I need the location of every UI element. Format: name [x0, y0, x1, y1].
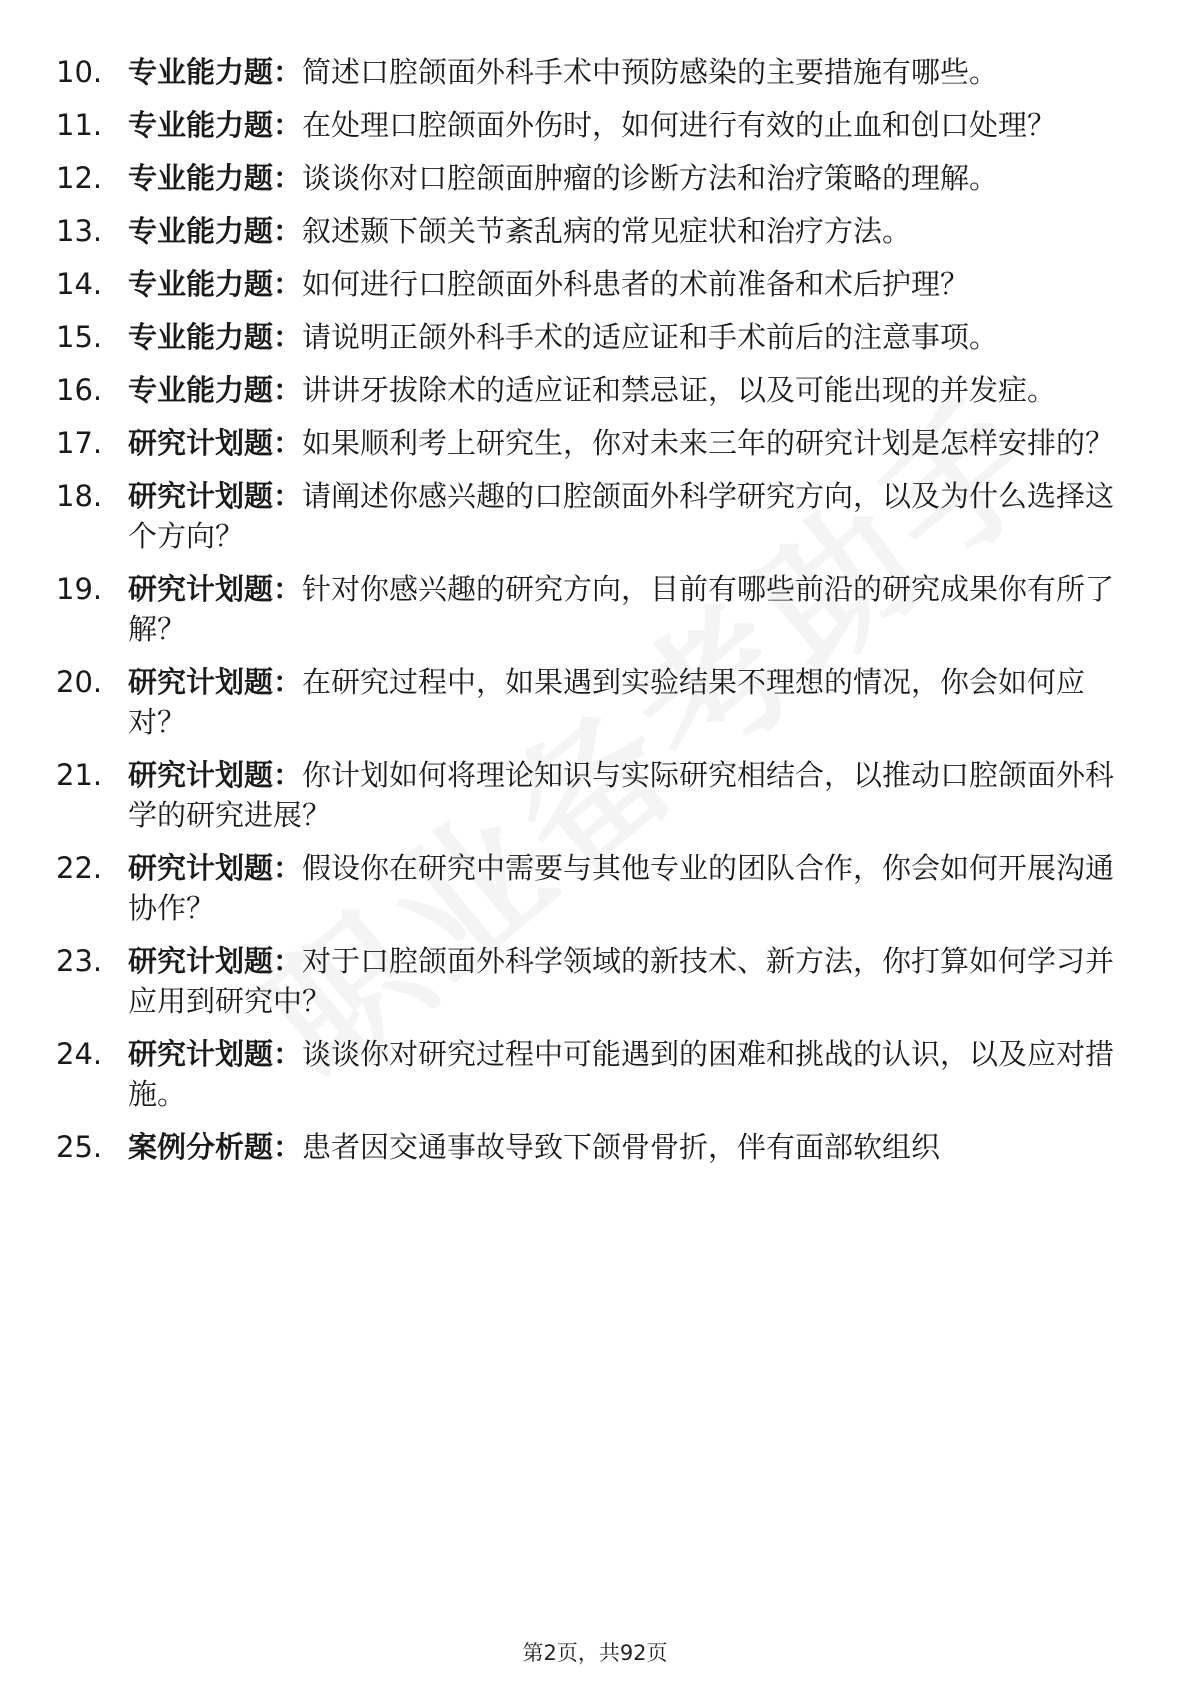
question-item — [56, 423, 1116, 463]
question-item — [56, 755, 1116, 835]
question-category: 专业能力题： — [128, 161, 303, 195]
question-text: 如果顺利考上研究生，你对未来三年的研究计划是怎样安排的？ — [302, 426, 1115, 460]
question-category: 专业能力题： — [128, 373, 303, 407]
question-text: 你计划如何将理论知识与实际研究相结合，以推动口腔颌面外科学的研究进展？ — [128, 758, 1115, 832]
question-category: 研究计划题： — [128, 851, 303, 885]
question-item — [56, 105, 1116, 145]
question-text: 简述口腔颌面外科手术中预防感染的主要措施有哪些。 — [302, 55, 999, 89]
question-category: 研究计划题： — [128, 1037, 303, 1071]
question-category: 专业能力题： — [128, 267, 303, 301]
question-item — [56, 1034, 1116, 1114]
question-category: 案例分析题： — [128, 1130, 303, 1164]
question-item — [56, 52, 1116, 92]
question-category: 研究计划题： — [128, 426, 303, 460]
question-text: 叙述颞下颌关节紊乱病的常见症状和治疗方法。 — [302, 214, 912, 248]
question-category: 研究计划题： — [128, 572, 303, 606]
question-number: 18. — [56, 479, 103, 513]
question-text: 患者因交通事故导致下颌骨骨折，伴有面部软组织 — [302, 1130, 941, 1164]
question-number: 15. — [56, 320, 103, 354]
question-item — [56, 569, 1116, 649]
question-item — [56, 264, 1116, 304]
question-number: 17. — [56, 426, 103, 460]
question-item — [56, 941, 1116, 1021]
question-item — [56, 158, 1116, 198]
question-number: 22. — [56, 851, 103, 885]
question-number: 19. — [56, 572, 103, 606]
page-number-label: 第2页，共92页 — [522, 1641, 668, 1665]
question-text: 谈谈你对口腔颌面肿瘤的诊断方法和治疗策略的理解。 — [302, 161, 999, 195]
question-category: 研究计划题： — [128, 479, 303, 513]
question-number: 25. — [56, 1130, 103, 1164]
question-number: 21. — [56, 758, 103, 792]
question-number: 10. — [56, 55, 103, 89]
question-category: 专业能力题： — [128, 214, 303, 248]
question-text: 针对你感兴趣的研究方向，目前有哪些前沿的研究成果你有所了解？ — [128, 572, 1115, 646]
question-list — [56, 52, 1116, 1180]
question-number: 20. — [56, 665, 103, 699]
question-number: 16. — [56, 373, 103, 407]
question-number: 24. — [56, 1037, 103, 1071]
question-number: 14. — [56, 267, 103, 301]
question-text: 讲讲牙拔除术的适应证和禁忌证，以及可能出现的并发症。 — [302, 373, 1057, 407]
question-item — [56, 211, 1116, 251]
question-text: 如何进行口腔颌面外科患者的术前准备和术后护理？ — [302, 267, 970, 301]
question-item — [56, 370, 1116, 410]
question-text: 假设你在研究中需要与其他专业的团队合作，你会如何开展沟通协作？ — [128, 851, 1115, 925]
question-number: 12. — [56, 161, 103, 195]
question-category: 专业能力题： — [128, 108, 303, 142]
question-item — [56, 317, 1116, 357]
question-text: 在研究过程中，如果遇到实验结果不理想的情况，你会如何应对？ — [128, 665, 1086, 739]
question-category: 研究计划题： — [128, 758, 303, 792]
question-item — [56, 848, 1116, 928]
question-item — [56, 476, 1116, 556]
question-category: 专业能力题： — [128, 55, 303, 89]
question-item — [56, 1127, 1116, 1167]
question-text: 请阐述你感兴趣的口腔颌面外科学研究方向，以及为什么选择这个方向？ — [128, 479, 1115, 553]
question-number: 13. — [56, 214, 103, 248]
question-text: 谈谈你对研究过程中可能遇到的困难和挑战的认识，以及应对措施。 — [128, 1037, 1115, 1111]
question-category: 专业能力题： — [128, 320, 303, 354]
question-text: 对于口腔颌面外科学领域的新技术、新方法，你打算如何学习并应用到研究中？ — [128, 944, 1115, 1018]
question-category: 研究计划题： — [128, 944, 303, 978]
question-number: 11. — [56, 108, 103, 142]
question-text: 在处理口腔颌面外伤时，如何进行有效的止血和创口处理？ — [302, 108, 1057, 142]
question-category: 研究计划题： — [128, 665, 303, 699]
question-number: 23. — [56, 944, 103, 978]
question-item — [56, 662, 1116, 742]
page-footer — [0, 1637, 1190, 1667]
question-text: 请说明正颌外科手术的适应证和手术前后的注意事项。 — [302, 320, 999, 354]
